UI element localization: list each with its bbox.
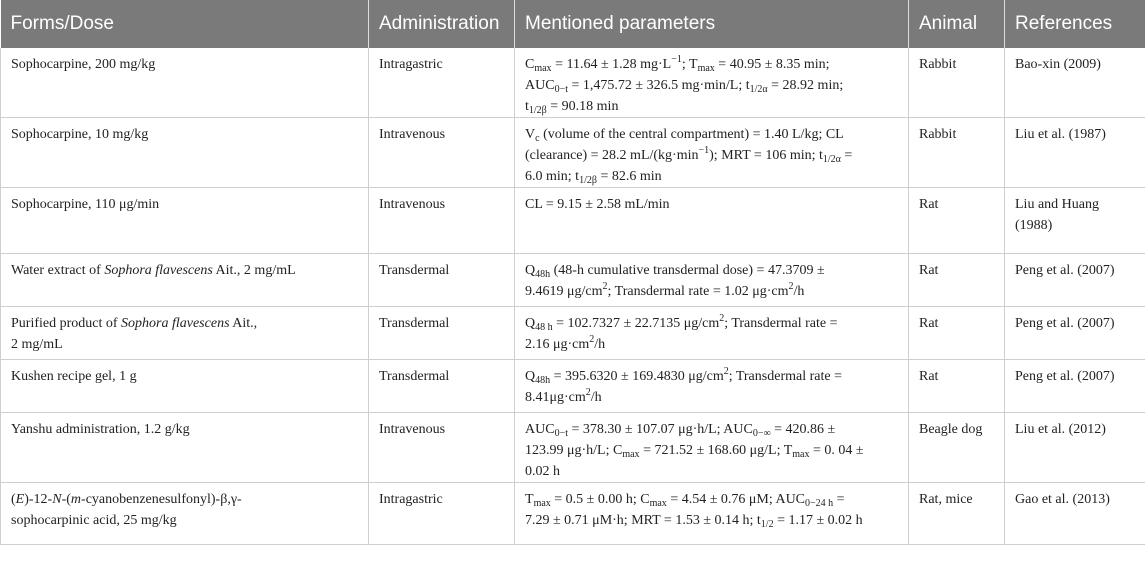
reference-cell: Peng et al. (2007) — [1005, 360, 1145, 413]
animal-cell: Beagle dog — [909, 413, 1005, 483]
parameters-cell: $T_{max} = 0.5 \pm 0.00$ h; $C_{max} = 4.54 \pm 0.76$ μM; $AUC_{0-24 h}$ = 7.29 ± 0.71 μM·h; MRT = 1.53 ± 0.14 h; $t_{1/2} = 1.17 \pm 0.02$ h — [515, 483, 909, 545]
administration-cell: Transdermal — [369, 307, 515, 360]
header-mentioned-parameters: Mentioned parameters — [515, 0, 909, 48]
table-row — [1, 360, 1145, 413]
table-row — [1, 413, 1145, 483]
form-dose-cell: Kushen recipe gel, 1 g — [1, 360, 369, 413]
header-animal: Animal — [909, 0, 1005, 48]
table-row — [1, 483, 1145, 545]
reference-cell: Peng et al. (2007) — [1005, 254, 1145, 307]
header-forms-dose: Forms/Dose — [1, 0, 369, 48]
animal-cell: Rat, mice — [909, 483, 1005, 545]
reference-cell: Liu et al. (1987) — [1005, 118, 1145, 188]
reference-cell: Peng et al. (2007) — [1005, 307, 1145, 360]
administration-cell: Transdermal — [369, 254, 515, 307]
form-dose-cell: Sophocarpine, 200 mg/kg — [1, 48, 369, 118]
administration-cell: Intragastric — [369, 483, 515, 545]
parameters-cell: $Q_{48 h} = 102.7327 \pm 22.7135$ $\mu g/cm^2$; Transdermal rate = 2.16 $\mu g\cdot cm^2/h$ — [515, 307, 909, 360]
table-row — [1, 307, 1145, 360]
reference-cell: Liu et al. (2012) — [1005, 413, 1145, 483]
reference-cell: Gao et al. (2013) — [1005, 483, 1145, 545]
form-dose-cell: Sophocarpine, 110 μg/min — [1, 188, 369, 254]
parameters-cell: $Q_{48h} = 395.6320 \pm 169.4830$ $\mu g/cm^2$; Transdermal rate = $8.41\mu g\cdot cm^2/h$ — [515, 360, 909, 413]
administration-cell: Intravenous — [369, 188, 515, 254]
form-dose-cell: Yanshu administration, 1.2 g/kg — [1, 413, 369, 483]
header-administration: Administration — [369, 0, 515, 48]
animal-cell: Rabbit — [909, 48, 1005, 118]
animal-cell: Rat — [909, 188, 1005, 254]
header-references: References — [1005, 0, 1145, 48]
parameters-cell: $C_{max} = 11.64 \pm 1.28$ $mg\cdot L^{-1}$; $T_{max} = 40.95 \pm 8.35$ min; $AUC_{0-t} = 1,475.72 \pm 326.5$ mg·min/L; $t_{1/2\alpha} = 28.92$ min; $t_{1/2\beta} = 90.18$ min — [515, 48, 909, 118]
table-row — [1, 118, 1145, 188]
table-row — [1, 254, 1145, 307]
form-dose-cell: Sophocarpine, 10 mg/kg — [1, 118, 369, 188]
parameters-cell: $AUC_{0-t} = 378.30 \pm 107.07$ μg·h/L; $AUC_{0-\infty} = 420.86$ ± 123.99 μg·h/L; $C_{max} = 721.52 \pm 168.60$ μg/L; $T_{max} = 0$. 04 ± 0.02 h — [515, 413, 909, 483]
parameters-cell: CL = 9.15 ± 2.58 mL/min — [515, 188, 909, 254]
form-dose-cell: Water extract of Sophora flavescens Ait., 2 mg/mL — [1, 254, 369, 307]
table-row — [1, 188, 1145, 254]
form-dose-cell: (E)-12-N-(m-cyanobenzenesulfonyl)-β,γ- sophocarpinic acid, 25 mg/kg — [1, 483, 369, 545]
parameters-cell: $V_c$ (volume of the central compartment) = 1.40 L/kg; CL (clearance) = 28.2 $mL/(kg\cdot\min^{-1})$; MRT = 106 min; $t_{1/2\alpha}$ = 6.0 min; $t_{1/2\beta} = 82.6$ min — [515, 118, 909, 188]
reference-cell: Liu and Huang (1988) — [1005, 188, 1145, 254]
animal-cell: Rabbit — [909, 118, 1005, 188]
animal-cell: Rat — [909, 307, 1005, 360]
administration-cell: Transdermal — [369, 360, 515, 413]
form-dose-cell: Purified product of Sophora flavescens Ait., 2 mg/mL — [1, 307, 369, 360]
administration-cell: Intragastric — [369, 48, 515, 118]
administration-cell: Intravenous — [369, 118, 515, 188]
administration-cell: Intravenous — [369, 413, 515, 483]
table-row — [1, 48, 1145, 118]
reference-cell: Bao-xin (2009) — [1005, 48, 1145, 118]
table-header-row — [1, 0, 1145, 48]
parameters-cell: $Q_{48h}$ (48-h cumulative transdermal dose) = 47.3709 ± 9.4619 $\mu g/cm^2$; Transdermal rate = 1.02 $\mu g\cdot cm^2/h$ — [515, 254, 909, 307]
animal-cell: Rat — [909, 254, 1005, 307]
animal-cell: Rat — [909, 360, 1005, 413]
